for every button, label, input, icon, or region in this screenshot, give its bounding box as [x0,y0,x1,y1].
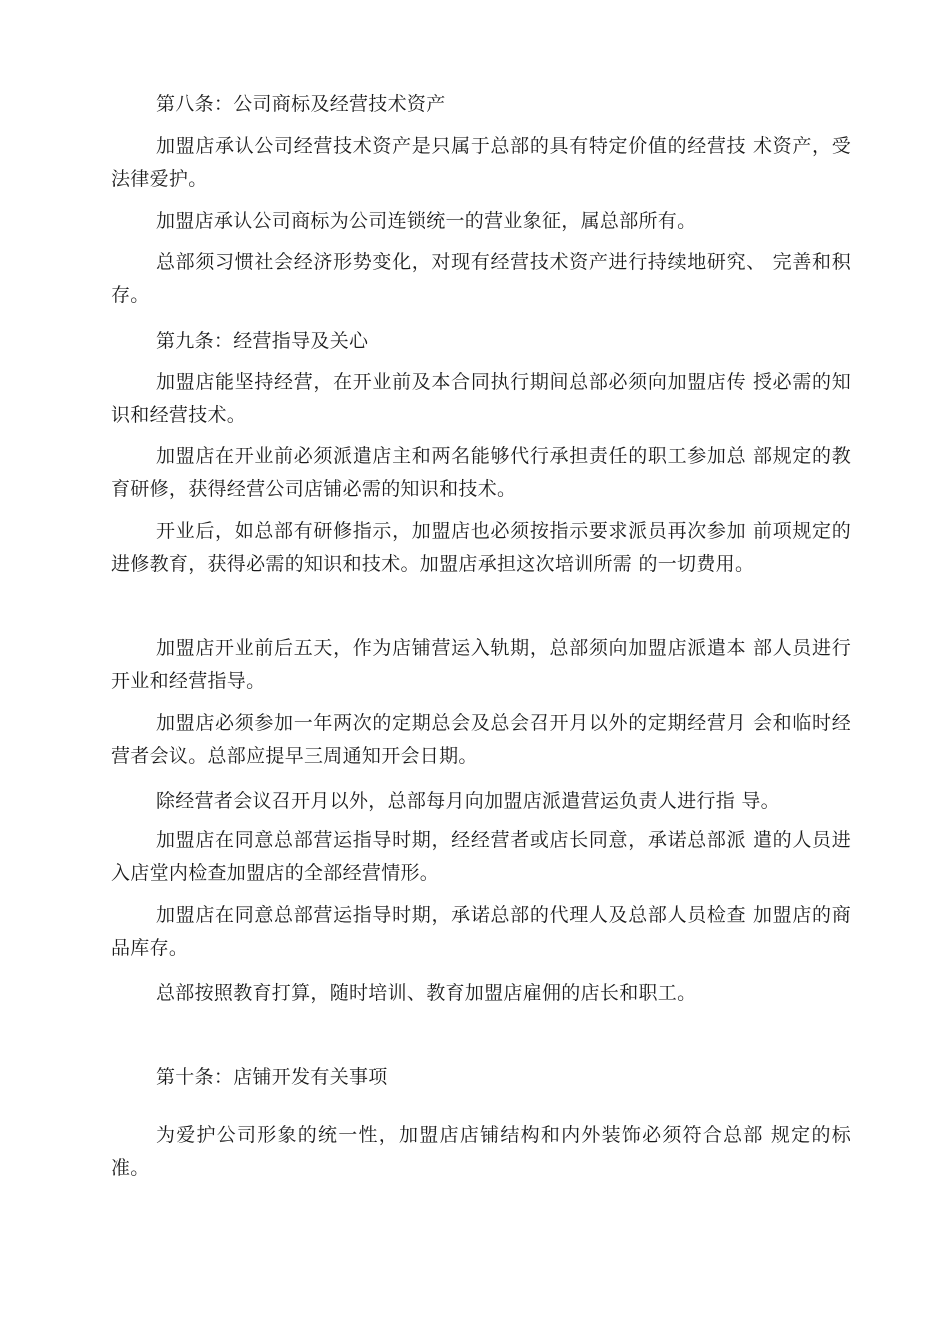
paragraph: 总部须习惯社会经济形势变化，对现有经营技术资产进行持续地研究、 完善和积存。 [111,251,851,306]
paragraph: 加盟店必须参加一年两次的定期总会及总会召开月以外的定期经营月 会和临时经营者会议。总部应提早三周通知开会日期。 [111,712,851,767]
article-9-heading: 第九条：经营指导及关心 [156,330,369,352]
paragraph: 除经营者会议召开月以外，总部每月向加盟店派遣营运负责人进行指 导。 [156,790,780,812]
paragraph: 加盟店能坚持经营，在开业前及本合同执行期间总部必须向加盟店传 授必需的知识和经营技术。 [111,371,851,426]
article-10-heading: 第十条：店铺开发有关事项 [156,1066,388,1088]
paragraph: 加盟店在同意总部营运指导时期，经经营者或店长同意，承诺总部派 遣的人员进入店堂内检查加盟店的全部经营情形。 [111,829,851,884]
paragraph: 为爱护公司形象的统一性，加盟店店铺结构和内外装饰必须符合总部 规定的标准。 [111,1124,851,1179]
paragraph: 加盟店在开业前必须派遣店主和两名能够代行承担责任的职工参加总 部规定的教育研修，获得经营公司店铺必需的知识和技术。 [111,445,851,500]
paragraph: 开业后，如总部有研修指示，加盟店也必须按指示要求派员再次参加 前项规定的进修教育，获得必需的知识和技术。加盟店承担这次培训所需 的一切费用。 [111,520,851,575]
paragraph: 加盟店在同意总部营运指导时期，承诺总部的代理人及总部人员检查 加盟店的商品库存。 [111,904,851,959]
paragraph: 总部按照教育打算，随时培训、教育加盟店雇佣的店长和职工。 [156,982,697,1004]
article-8-heading: 第八条：公司商标及经营技术资产 [156,93,446,115]
paragraph: 加盟店承认公司经营技术资产是只属于总部的具有特定价值的经营技 术资产，受法律爱护。 [111,135,851,190]
paragraph: 加盟店承认公司商标为公司连锁统一的营业象征，属总部所有。 [156,210,697,232]
paragraph: 加盟店开业前后五天，作为店铺营运入轨期，总部须向加盟店派遣本 部人员进行开业和经营指导。 [111,637,851,692]
